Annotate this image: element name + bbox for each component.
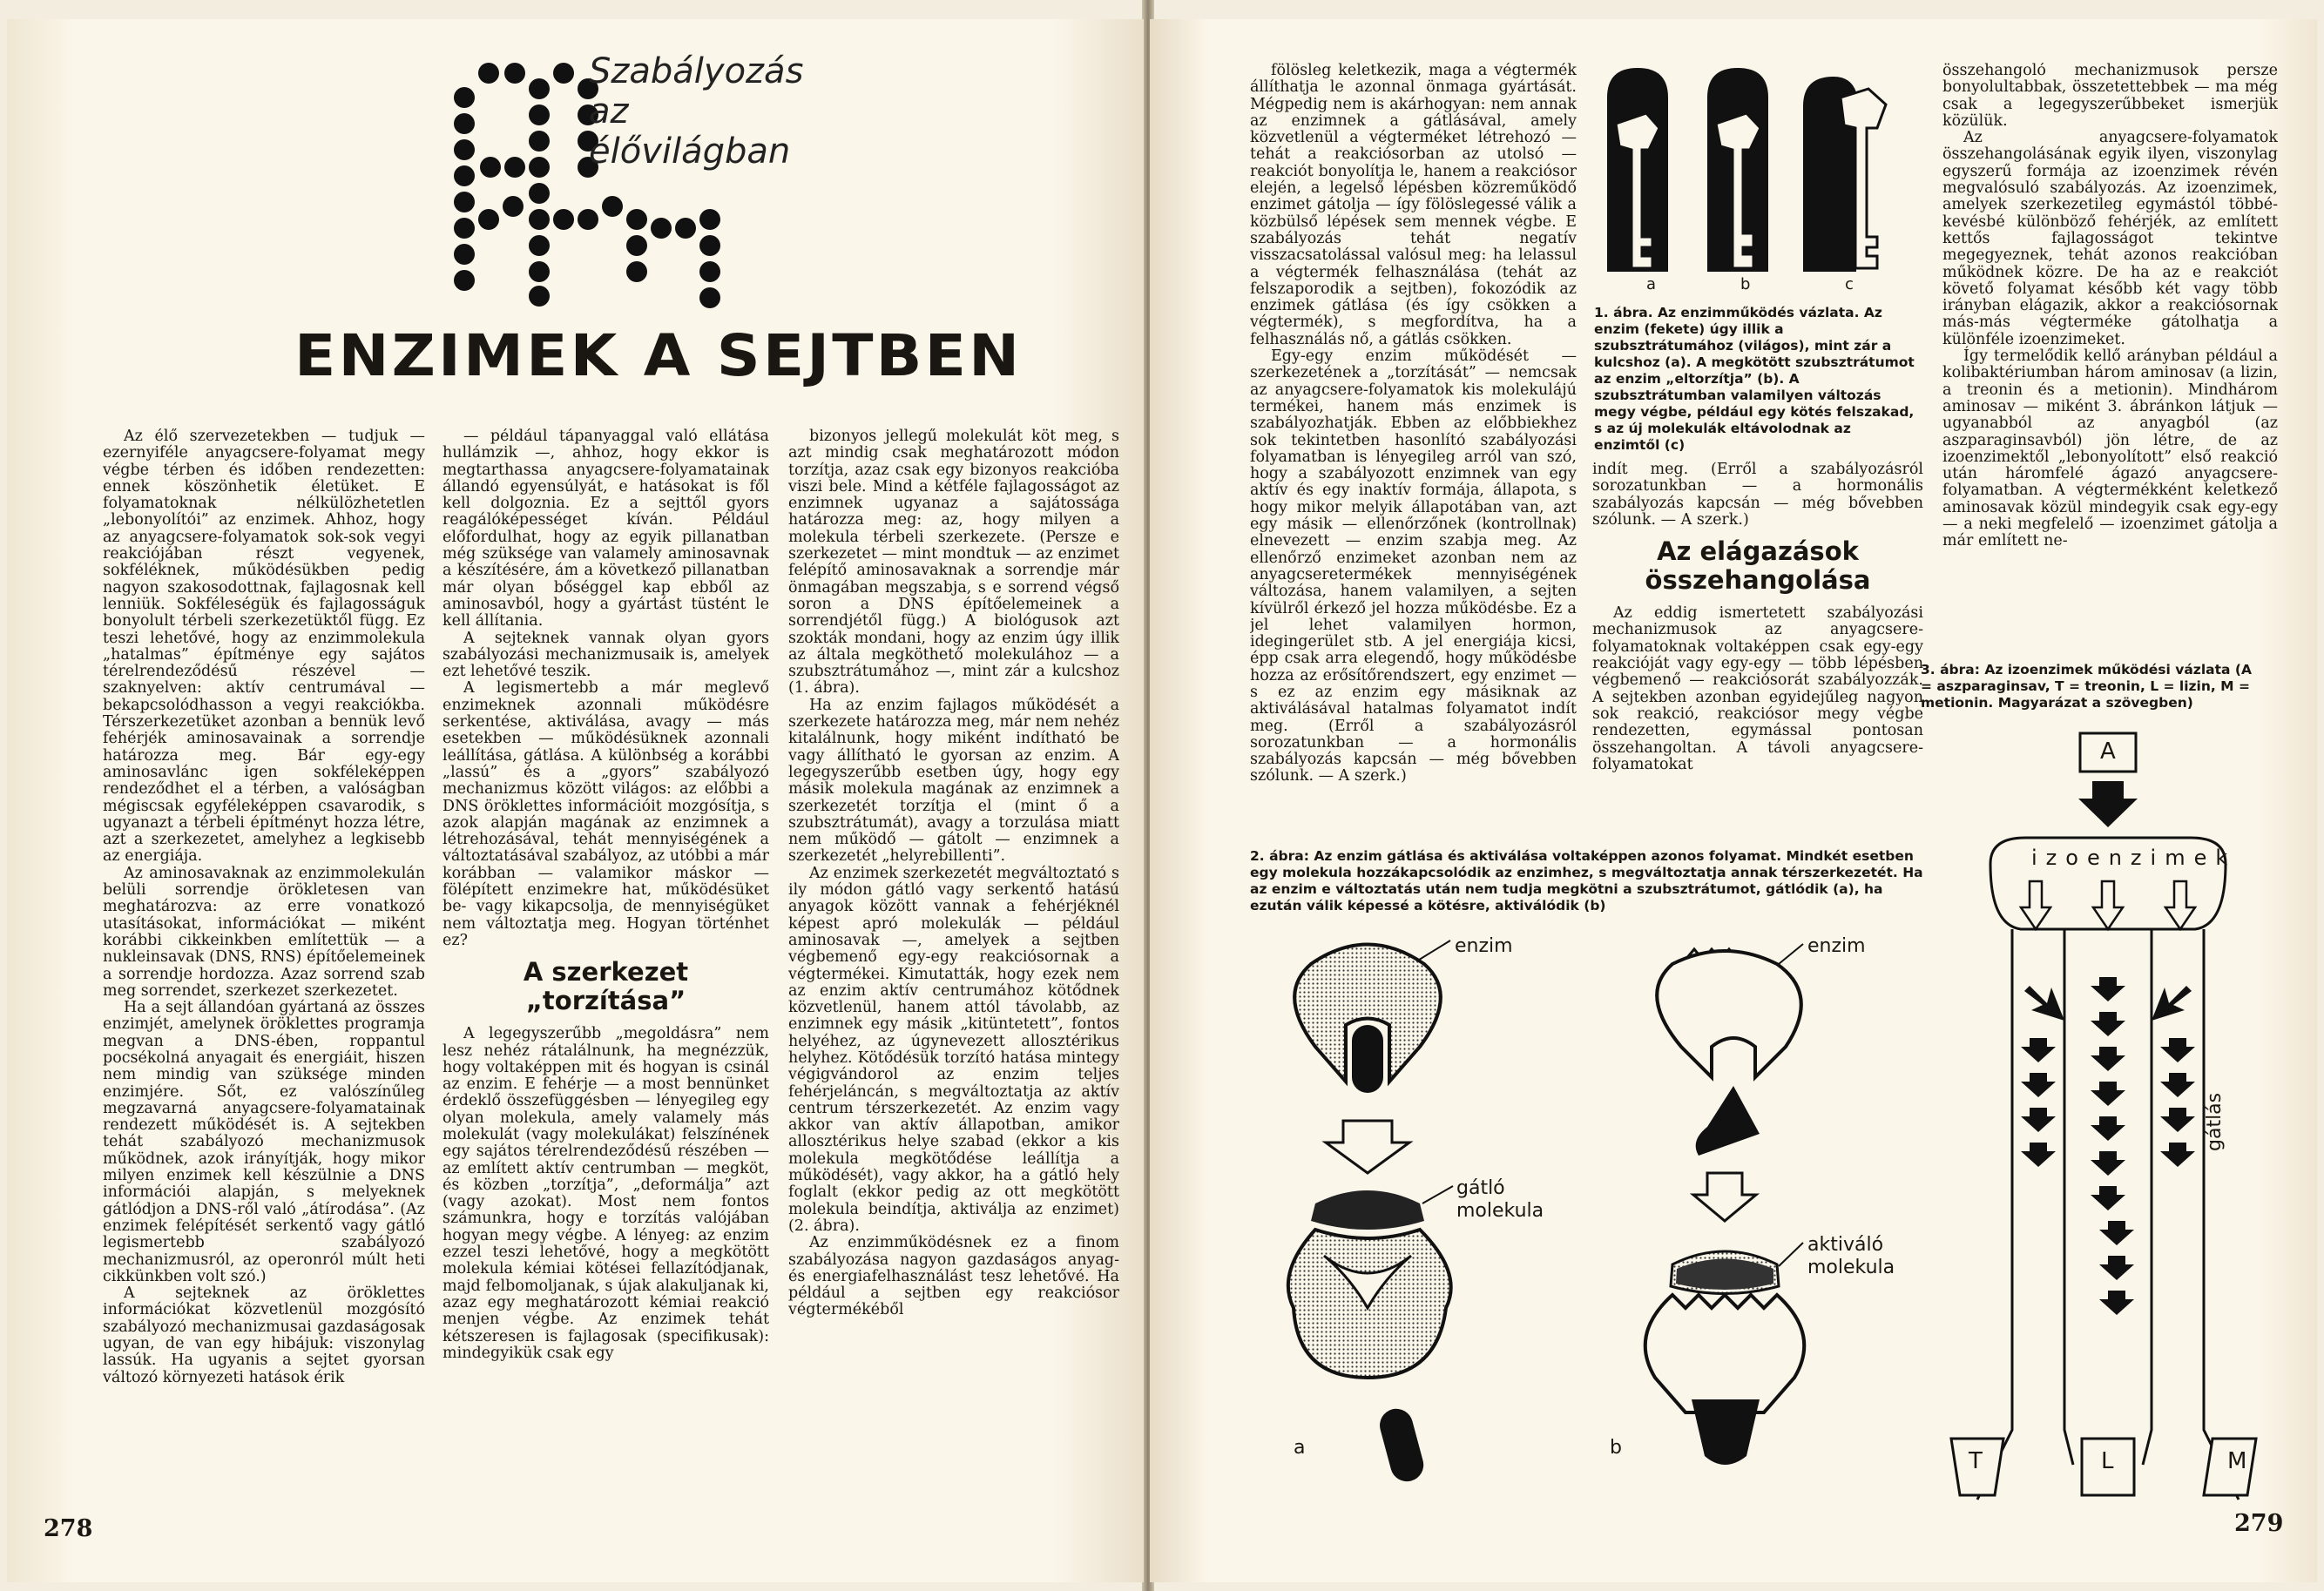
enzyme-a-top-icon — [1294, 940, 1450, 1093]
filled-arrows — [2021, 977, 2195, 1315]
figure1-caption: 1. ábra. Az enzimműködés vázlata. Az enzim (fekete) úgy illik a szubsztrátumához (világos), mint zár a kulcshoz (a). A megkötött szubsztrátumot az enzim „eltorzítja” (b). A szubsztrátumban valamilyen változás megy végbe, például egy kötés felszakad, s az új molekulák eltávolodnak az enzimtől (c) — [1594, 305, 1915, 453]
label-inhibitor-2: molekula — [1456, 1200, 1544, 1222]
fig1-letter-a: a — [1646, 275, 1657, 293]
paragraph: indít meg. (Erről a szabályozásról sorozatunkban — a hormonális szabályozás kapcsán — még bővebben szólunk. — A szerk.) — [1592, 462, 1923, 529]
paragraph: Egy-egy enzim működését — szerkezetének a „torzítását” — nemcsak az anyagcsere-folyamatok kis molekulájú termékei, hanem más enzimek is szabályozhatják. Ebben az előbbiekhez sok tekintetben hasonlító szabályozási folyamatban is lényegileg arról van szó, hogy a szabályozott enzimnek van egy aktív és egy inaktív formája, állapota, s hogy mikor melyik állapotában van, azt egy másik — ellenőrzőnek (kontrollnak) elnevezett — enzim szabja meg. Az ellenőrző enzimeket azonban nem az anyagcseretermékek mennyiségének változása, hanem valamilyen, a sejten kívülről érkező jel hozza működésbe. Ez a jel lehet valamilyen hormon, idegingerület stb. A jel energiája kicsi, épp csak arra elegendő, hogy működésbe hozza az erősítőrendszert, egy enzimet — s ez az enzim egy másiknak az aktiválásával hatalmas folyamatot indít meg. (Erről a szabályozásról sorozatunkban — a hormonális szabályozás kapcsán — még bővebben szólunk. — A szerk.) — [1250, 347, 1577, 785]
lock-key-c-icon — [1803, 77, 1886, 272]
paragraph: Az élő szervezetekben — tudjuk — ezernyiféle anyagcsere-folyamat megy végbe térben és időben rendezetten: ennek köszönhetik életüket. E folyamatoknak nélkülözhetetlen „lebonyolítói” az enzimek. Ahhoz, hogy az anyagcsere-folyamatok sok-sok vegyi reakciójában részt vegyenek, sokféléknek, működésükben pedig nagyon szakosodottnak, fajlagosnak kell lenniük. Sokféleségük és fajlagosságuk bonyolult térbeli szerkezetüktől függ. Ez teszi lehetővé, hogy az enzimmolekula „hatalmas” építménye egy sajátos térelrendeződésű részével — szaknyelven: aktív centrumával — bekapcsolódhasson a vegyi reakciókba. Térszerkezetüket azonban a bennük levő fehérjék aminosavainak a sorrendje határozza meg. Bár egy-egy aminosavlánc igen sokféleképpen rendeződhet el a térben, a valóságban mégiscsak egyféleképpen csavarodik, s ugyanazt a térbeli építményt hozza létre, azt a szerkezetet, amelyhez a legkisebb az energiája. — [103, 428, 425, 866]
article-headline: ENZIMEK A SEJTBEN — [294, 322, 1023, 389]
substrate-a-icon — [1376, 1406, 1428, 1486]
right-column-1 — [1250, 63, 1577, 838]
enzyme-b-bottom-icon — [1645, 1295, 1805, 1465]
kicker-line-3: élővilágban — [589, 131, 791, 172]
paragraph: A legegyszerűbb „megoldásra” nem lesz nehéz rátalálnunk, ha megnézzük, hogy voltaképpen mit és hogyan is csinál az enzim. E fehérje — a most bennünket érdeklő összefüggésben — lényegileg egy olyan molekula, amely valamely más molekulát (vagy molekulákat) felszínének egy sajátos térelrendeződésű részében — az említett aktív centrumban — megköt, és közben „torzítja”, „deformálja” azt (vagy azokat). Most nem fontos számunkra, hogy e torzítás valójában hogyan megy végbe. A lényeg: az enzim ezzel teszi lehetővé, hogy a megkötött molekula kémiai kötései fellazítódjanak, majd felbomoljanak, s újak alakuljanak ki, azaz egy meghatározott kémiai reakció menjen végbe. Az enzimek tehát kétszeresen is fajlagosak (specifikusak): mindegyikük csak egy — [443, 1025, 769, 1362]
paragraph: Így termelődik kellő arányban például a kolibaktériumban három aminosav (a lizin, a treonin és a metionin). Mindhárom aminosav — miként 3. ábránkon látjuk — ugyanabból az anyagból (az aszparaginsavból) jön létre, de az izoenzimektől „lebonyolított” első reakció után háromfelé ágazó anyagcsere-folyamatban. A végtermékként keletkező aminosavak közül mindegyik csak egy-egy — a neki megfelelő — izoenzimet gátolja a már említett ne- — [1942, 347, 2278, 550]
left-column-3 — [788, 428, 1119, 1543]
label-activator-2: molekula — [1807, 1257, 1895, 1278]
paragraph: A sejteknek vannak olyan gyors szabályozási mechanizmusaik is, amelyek ezt lehetővé teszik. — [443, 629, 769, 681]
paragraph: összehangoló mechanizmusok persze bonyolultabbak, összetettebbek — ma még csak a legegyszerűbbeket ismerjük közülük. — [1942, 63, 2278, 130]
paragraph: Az aminosavaknak az enzimmolekulán belüli sorrendje örökletesen van meghatározva: az erre vonatkozó utasításokat, információkat — miként korábbi cikkeinkben említettük — a nukleinsavak (DNS, RNS) építőelemeinek a sorrendje hordozza. Azaz sorrend szab meg sorrendet, szerkezet szerkezetet. — [103, 864, 425, 1000]
label-inhibitor-1: gátló — [1456, 1177, 1505, 1199]
kicker-line-2: az — [589, 91, 629, 131]
gatlas-label: gátlás — [2204, 1092, 2226, 1151]
paragraph: bizonyos jellegű molekulát köt meg, s azt mindig csak meghatározott módon torzítja, azaz csak egy bizonyos reakcióba viszi bele. Mind a kétféle fajlagosságot az enzimnek ugyanaz a sajátossága határozza meg: az, hogy milyen a molekula térbeli szerkezete. (Persze e szerkezetet — mint mondtuk — az enzimet felépítő aminosavaknak a sorrendje már önmagában megszabja, s e sorrend végső soron a DNS építőelemeinek a sorrendjétől függ.) A biológusok azt szokták mondani, hogy az enzim úgy illik az általa megköthető molekulához — a szubsztrátumához —, mint zár a kulcshoz (1. ábra). — [788, 428, 1119, 698]
arrow-down-icon — [1326, 1121, 1409, 1173]
node-a-label: A — [2100, 738, 2116, 765]
figure2-caption: 2. ábra: Az enzim gátlása és aktiválása voltaképpen azonos folyamat. Mindkét esetben egy molekula hozzákapcsolódik az enzimhez, s megváltoztatja annak térszerkezetét. Ha az enzim e változtatás után nem tudja megkötni a szubsztrátumot, gátlódik (a), ha ezután válik képessé a kötésre, aktiválódik (b) — [1250, 848, 1923, 913]
paragraph: Az enzimműködésnek ez a finom szabályozása nagyon gazdaságos anyag- és energiafelhasználást tesz lehetővé. Ha például a sejtben egy reakciósor végtermékéből — [788, 1234, 1119, 1319]
left-page — [7, 19, 1144, 1582]
paragraph: A sejteknek az öröklettes információkat közvetlenül mozgósító szabályozó mechanizmusai gazdaságosak ugyan, de van egy hibájuk: viszonylag lassúk. Ha ugyanis a sejtet gyorsan változó környezeti hatások érik — [103, 1284, 425, 1386]
paragraph: A legismertebb a már meglevő enzimeknek azonnali működésre serkentése, aktiválása, avagy — más esetekben — működésüknek azonnali leállítása, gátlása. A különbség a korábbi „lassú” és a „gyors” szabályozó mechanizmus között világos: az előbbi a DNS öröklettes információit mozgósítja, s azok alapján magának az enzimnek a létrehozásával, tehát mennyiségének a változtatásával szabályoz, az utóbbi a már korábban — valamikor máskor — fölépített enzimekre hat, működésüket be- vagy kikapcsolja, de mennyiségüket nem változtatja meg. Hogyan történhet ez? — [443, 679, 769, 949]
left-column-1 — [103, 428, 425, 1543]
paragraph: fölösleg keletkezik, maga a végtermék állíthatja le azonnal önmaga gyártását. Mégpedig nem is akárhogyan: nem annak az enzimnek a gátlásával, amely közvetlenül a végterméket létrehozó — tehát a reakciósorban az utolsó — reakciót bonyolítja le, hanem a reakciósor elején, a legelső lépésben közreműködő enzimet gátolja — így fölöslegessé válik a közbülső lépések sem mennek végbe. E szabályozás tehát negatív visszacsatolással valósul meg: ha lelassul a végtermék felhasználása (tehát az felszaporodik a sejtben), fokozódik az enzimek gátlása (és így csökken a végtermék), s megfordítva, ha a felhasználás nő, a gátlás csökken. — [1250, 63, 1577, 348]
end-t-label: T — [1969, 1448, 1983, 1474]
paragraph: Az enzimek szerkezetét megváltoztató s ily módon gátló vagy serkentő hatású anyagok között vannak a fehérjéknél képest apró molekulák — például aminosavak —, amelyek a sejtben végbemenő egy-egy reakciósornak a végtermékei. Kimutatták, hogy ezek nem az enzim aktív centrumához kötődnek közvetlenül, hanem attól távolabb, az enzimnek egy másik „kitüntetett”, fontos helyéhez, az úgynevezett allosztérikus helyhez. Kötődésük torzító hatása mintegy végigvándorol az enzim teljes fehérjeláncán, s megváltoztatja az aktív centrum térszerkezetét. Az enzim vagy akkor van aktív állapotban, amikor allosztérikus helye szabad (ekkor a kis molekula megkötődése leállítja a működését), vagy akkor, ha a gátló hely foglalt (ekkor pedig az ott megkötött molekula beindítja, aktiválja az enzimet) (2. ábra). — [788, 864, 1119, 1235]
end-m-label: M — [2227, 1448, 2247, 1474]
inhibitor-molecule-icon — [1311, 1186, 1453, 1230]
fig1-letter-b: b — [1740, 275, 1751, 293]
enzyme-a-bottom-icon — [1288, 1230, 1451, 1378]
lock-key-b-icon — [1707, 68, 1768, 272]
label-activator-1: aktiváló — [1807, 1234, 1884, 1256]
subhead-torzitas: A szerkezet „torzítása” — [523, 957, 689, 1016]
lock-key-a-icon — [1607, 68, 1668, 272]
paragraph: — például tápanyaggal való ellátása hullámzik —, ahhoz, hogy ekkor is megtarthassa anyagcsere-folyamatainak állandó egyensúlyát, e hatásokat is fől kell dolgoznia. Ez a sejttől gyors reagálóképességet kíván. Például előfordulhat, hogy az egyik pillanatban még szüksége van valamely aminosavnak a készítésére, ám a következő pillanatban már olyan bőséggel kap ebből az aminosavból, hogy a gyártást tüstént le kell állítania. — [443, 428, 769, 630]
end-l-label: L — [2101, 1448, 2114, 1474]
page-number-left: 278 — [44, 1515, 93, 1542]
isoenzyme-band-label: izoenzimek — [2031, 846, 2237, 870]
arrow-down-b-icon — [1693, 1173, 1756, 1221]
paragraph: Az eddig ismertetett szabályozási mechanizmusok az anyagcsere-folyamatoknak voltaképpen csak egy-egy reakcióját vagy egy-egy — több lépésben végbemenő — reakciósorát szabályozzák. A sejtekben azonban egyidejűleg nagyon sok reakció, reakciósor megy végbe rendezetten, egymással pontosan összehangoltan. A távoli anyagcsere-folyamatokat — [1592, 604, 1923, 773]
fig2-letter-b: b — [1610, 1437, 1622, 1459]
left-column-2 — [443, 428, 769, 1543]
label-enzim-a: enzim — [1455, 935, 1513, 957]
arrow-a-down-icon — [2078, 781, 2138, 827]
figure2-enzyme-regulation — [1246, 925, 1942, 1517]
right-page — [1150, 19, 2317, 1582]
activator-molecule-icon — [1671, 1243, 1803, 1294]
figure1-lock-key — [1590, 63, 1921, 298]
kicker-line-1: Szabályozás — [589, 51, 804, 91]
fig1-letter-c: c — [1845, 275, 1854, 293]
paragraph: Ha az enzim fajlagos működését a szerkezete határozza meg, már nem nehéz kitalálnunk, hogy miként indítható be vagy állítható le gyorsan az enzim. A legegyszerűbb esetben úgy, hogy egy másik molekula magának az enzimnek a szerkezetét torzítja el (mint ő a szubsztrátumát), avagy a torzulása miatt nem működő — gátolt — enzimnek a szerkezetét „helyrebillenti”. — [788, 696, 1119, 866]
paragraph: Ha a sejt állandóan gyártaná az összes enzimjét, amelynek öröklettes programja megvan a DNS-ében, roppantul pocsékolná anyagait és energiáit, hiszen nem mindig van szüksége minden enzimjére. Sőt, ez valószínűleg megzavarná anyagcsere-folyamatainak rendezett működését is. A sejtekben tehát szabályozó mechanizmusok működnek, azok irányítják, hogy mikor milyen enzimek kell készülnie a DNS információi alapján, s melyeknek gátlódjon a DNS-ről való „átírodása”. (Az enzimek felépítését serkentő vagy gátló legismertebb szabályozó mechanizmusról, az operonról múlt heti cikkünkben volt szó.) — [103, 999, 425, 1285]
right-column-3 — [1942, 63, 2278, 655]
paragraph: Az anyagcsere-folyamatok összehangolásának egyik ilyen, viszonylag egyszerű formája az izoenzimek révén megvalósuló szabályozás. Az izoenzimek, amelyek szerkezetileg egymástól többé-kevésbé különböző fehérjék, az említett kettős fajlagosságot tekintve megegyeznek, tehát azonos reakcióban működnek közre. De ha az e reakciót követő folyamat később két vagy több irányban elágazik, akkor a reakciósornak más-más végterméke gátolhatja a különféle izoenzimeket. — [1942, 129, 2278, 348]
label-enzim-b: enzim — [1807, 935, 1866, 957]
substrate-b-icon — [1696, 1086, 1760, 1156]
figure3-caption: 3. ábra: Az izoenzimek működési vázlata (A = aszparaginsav, T = treonin, L = lizin, M = metionin. Magyarázat a szövegben) — [1921, 662, 2252, 711]
page-number-right: 279 — [2234, 1510, 2284, 1537]
fig2-letter-a: a — [1294, 1437, 1306, 1459]
subhead-elagazasok: Az elágazások összehangolása — [1645, 536, 1871, 596]
right-column-2 — [1592, 462, 1923, 836]
enzyme-b-top-icon — [1657, 944, 1803, 1077]
